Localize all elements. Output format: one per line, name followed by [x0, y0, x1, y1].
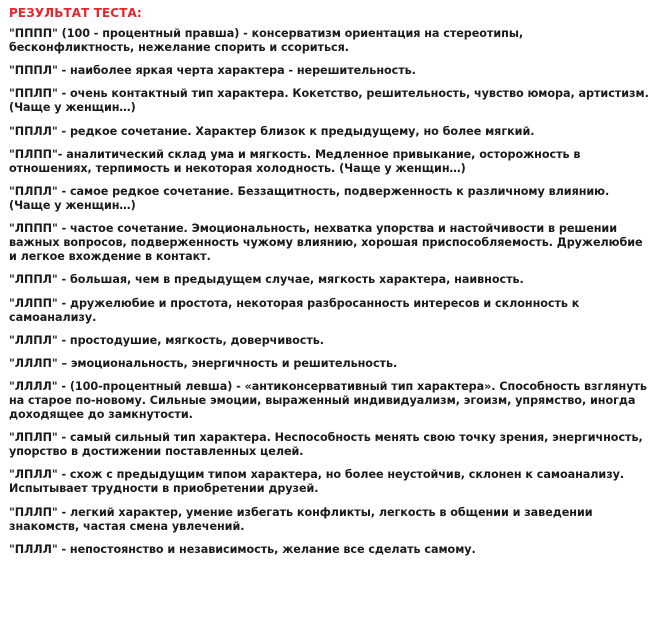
entry-description: - редкое сочетание. Характер близок к предыдущему, но более мягкий. — [57, 124, 535, 138]
result-entry — [9, 87, 652, 115]
entry-description: - схож с предыдущим типом характера, но более неустойчив, склонен к самоанализу. Испытывает трудности в приобретении друзей. — [9, 468, 625, 496]
result-entry — [9, 431, 652, 459]
entry-code: "ППЛЛ" — [9, 124, 58, 138]
entry-description: - самый сильный тип характера. Неспособность менять свою точку зрения, энергичность, упорство в достижении поставленных целей. — [9, 431, 643, 459]
entry-description: - очень контактный тип характера. Кокетство, решительность, чувство юмора, артистизм. (Чаще у женщин…) — [9, 87, 649, 115]
result-entry — [9, 125, 652, 139]
entry-description: - наиболее яркая черта характера - нерешительность. — [57, 64, 416, 78]
result-entry — [9, 222, 652, 264]
entry-code: "ППЛП" — [9, 87, 58, 101]
entry-description: - непостоянство и независимость, желание все сделать самому. — [57, 542, 476, 556]
entry-description: - аналитический склад ума и мягкость. Медленное привыкание, осторожность в отношениях, терпимость и некоторая холодность. (Чаще у женщин…) — [9, 147, 581, 175]
entry-code: "ЛЛЛП" — [9, 356, 58, 370]
entry-description: - (100-процентный левша) - «антиконсервативный тип характера». Способность взглянуть на старое по-новому. Сильные эмоции, выраженный индивидуализм, эгоизм, упрямство, иногда доходящее до замкнутости. — [9, 380, 647, 422]
entry-description: - самое редкое сочетание. Беззащитность, подверженность к различному влиянию. (Чаще у женщин…) — [9, 184, 610, 212]
result-entry — [9, 506, 652, 534]
entry-code: "ЛЛПЛ" — [9, 333, 58, 347]
entry-description: – эмоциональность, энергичность и решительность. — [57, 356, 398, 370]
result-entry — [9, 543, 652, 557]
result-entry — [9, 468, 652, 496]
entry-description: - дружелюбие и простота, некоторая разбросанность интересов и склонность к самоанализу. — [9, 296, 580, 324]
result-list — [9, 27, 652, 557]
entry-description: - большая, чем в предыдущем случае, мягкость характера, наивность. — [57, 273, 524, 287]
result-entry — [9, 64, 652, 78]
result-entry — [9, 334, 652, 348]
entry-code: "ЛЛПП" — [9, 296, 58, 310]
entry-code: "ПЛЛП" — [9, 505, 58, 519]
entry-code: "ПЛЛЛ" — [9, 542, 58, 556]
result-entry — [9, 185, 652, 213]
entry-code: "ЛЛЛЛ" — [9, 380, 58, 394]
entry-description: - частое сочетание. Эмоциональность, нехватка упорства и настойчивости в решении важных вопросов, подверженность чужому влиянию, хорошая приспособляемость. Дружелюбие и легкое вхождение в контакт. — [9, 222, 643, 264]
result-entry — [9, 148, 652, 176]
entry-code: "ПППП" — [9, 27, 58, 40]
entry-code: "ЛППЛ" — [9, 273, 58, 287]
result-entry — [9, 297, 652, 325]
entry-code: "ЛПЛЛ" — [9, 468, 58, 482]
result-entry — [9, 380, 652, 422]
page-title: РЕЗУЛЬТАТ ТЕСТА: — [9, 6, 142, 20]
entry-code: "ПЛПЛ" — [9, 184, 58, 198]
entry-description: - простодушие, мягкость, доверчивость. — [57, 333, 325, 347]
result-entry — [9, 27, 652, 55]
entry-code: "ЛППП" — [9, 222, 58, 236]
entry-code: "ЛПЛП" — [9, 431, 58, 445]
entry-description: (100 - процентный правша) - консерватизм ориентация на стереотипы, бесконфликтность, нежелание спорить и ссориться. — [9, 27, 524, 54]
result-entry — [9, 273, 652, 287]
entry-code: "ПЛПП" — [9, 147, 58, 161]
result-entry — [9, 357, 652, 371]
entry-description: - легкий характер, умение избегать конфликты, легкость в общении и заведении знакомств, частая смена увлечений. — [9, 505, 593, 533]
entry-code: "ПППЛ" — [9, 64, 58, 78]
